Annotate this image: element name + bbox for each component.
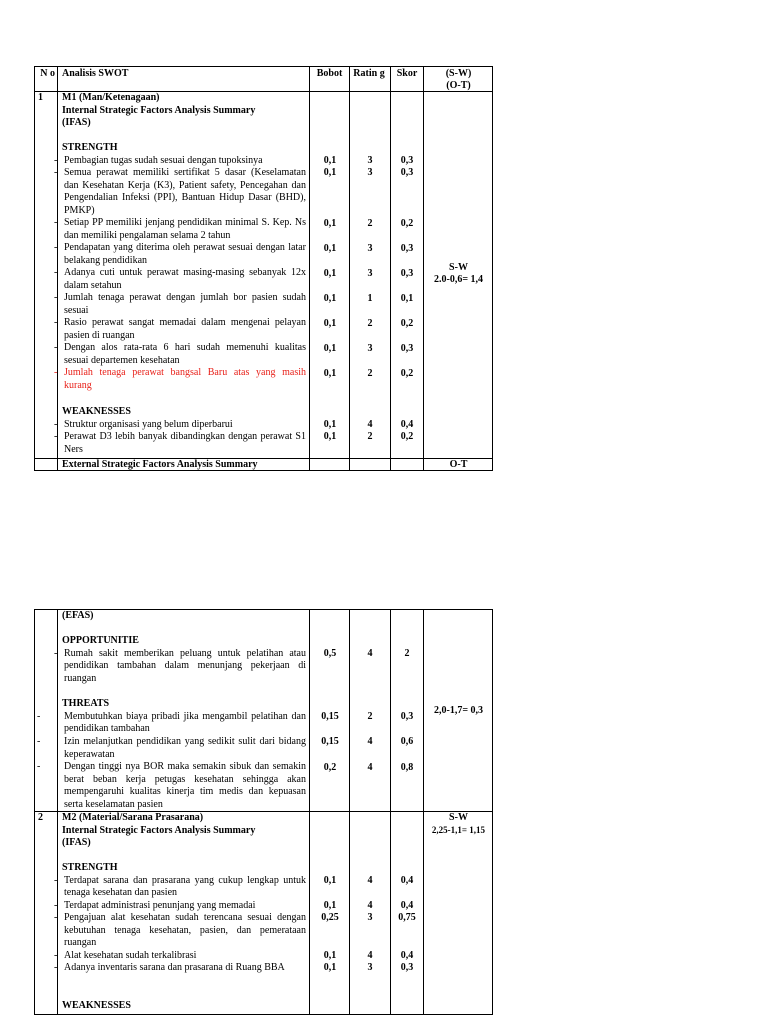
opportunity-rating: 4	[367, 648, 373, 659]
opportunity-label: OPPORTUNITIE	[62, 635, 139, 646]
strength2-bobot: 0,25	[321, 912, 339, 923]
strength2-item: - Adanya inventaris sarana dan prasarana di Ruang BBA	[54, 962, 285, 973]
threat-label: THREATS	[62, 698, 110, 709]
strength-item: - Jumlah tenaga perawat dengan jumlah bor pasien sudah sesuai	[54, 292, 306, 316]
threat-skor: 0,6	[400, 736, 414, 747]
threat-bobot: 0,15	[321, 736, 339, 747]
strength-item: - Rasio perawat sangat memadai dalam mengenai pelayan pasien di ruangan	[54, 317, 306, 341]
strength-item: - Dengan alos rata-rata 6 hari sudah memenuhi kualitas sesuai departemen kesehatan	[54, 342, 306, 366]
weakness-label: WEAKNESSES	[62, 406, 131, 417]
strength-skor: 0,2	[400, 318, 414, 329]
header-rating: Ratin g	[353, 68, 385, 79]
strength-rating: 3	[367, 243, 373, 254]
row-number-2: 2	[38, 812, 43, 823]
section-title: M1 (Man/Ketenagaan)	[62, 92, 160, 103]
strength-bobot: 0,1	[323, 218, 337, 229]
strength2-bobot: 0,1	[323, 875, 337, 886]
strength-item: - Pendapatan yang diterima oleh perawat sesuai dengan latar belakang pendidikan	[54, 242, 306, 266]
strength2-skor: 0,4	[400, 950, 414, 961]
strength2-item: - Terdapat sarana dan prasarana yang cukup lengkap untuk tenaga kesehatan dan pasien	[54, 874, 306, 898]
weakness-skor: 0,4	[400, 419, 414, 430]
strength2-label: STRENGTH	[62, 862, 118, 873]
threat-rating: 4	[367, 736, 373, 747]
section2-title: M2 (Material/Sarana Prasarana)	[62, 812, 204, 823]
sw2-value: 2,25-1,1= 1,15	[431, 825, 486, 835]
ifas2-abbr: (IFAS)	[62, 837, 91, 848]
ifas2-title: Internal Strategic Factors Analysis Summary	[62, 824, 256, 836]
row-number: 1	[38, 92, 43, 103]
efas-abbr: (EFAS)	[62, 610, 94, 621]
strength2-rating: 4	[367, 875, 373, 886]
strength-rating: 3	[367, 155, 373, 166]
threat-skor: 0,8	[400, 762, 414, 773]
strength2-skor: 0,3	[400, 962, 414, 973]
sw-value: 2.0-0,6= 1,4	[433, 274, 484, 285]
strength-label: STRENGTH	[62, 142, 118, 153]
threat-rating: 4	[367, 762, 373, 773]
strength-rating: 2	[367, 368, 373, 379]
header-bobot: Bobot	[316, 68, 343, 79]
strength-skor: 0,3	[400, 155, 414, 166]
weakness-bobot: 0,1	[323, 419, 337, 430]
strength-bobot: 0,1	[323, 167, 337, 178]
ifas-title: Internal Strategic Factors Analysis Summary	[62, 104, 256, 116]
strength-rating: 2	[367, 218, 373, 229]
ot-value: 2,0-1,7= 0,3	[433, 705, 484, 716]
header-analisis: Analisis SWOT	[62, 68, 129, 79]
strength-skor: 0,3	[400, 167, 414, 178]
opportunity-item: - Rumah sakit memberikan peluang untuk pelatihan atau pendidikan tambahan dalam menunjang pekerjaan di ruangan	[54, 647, 306, 684]
weakness-item: - Perawat D3 lebih banyak dibandingkan dengan perawat S1 Ners	[54, 431, 306, 455]
strength-rating: 3	[367, 167, 373, 178]
header-no: N o	[40, 68, 55, 79]
strength-skor: 0,3	[400, 343, 414, 354]
strength-bobot: 0,1	[323, 293, 337, 304]
strength-rating: 3	[367, 268, 373, 279]
threat-skor: 0,3	[400, 711, 414, 722]
strength2-bobot: 0,1	[323, 950, 337, 961]
strength2-bobot: 0,1	[323, 962, 337, 973]
strength2-rating: 4	[367, 950, 373, 961]
strength2-skor: 0,4	[400, 900, 414, 911]
strength-skor: 0,2	[400, 368, 414, 379]
strength-skor: 0,1	[400, 293, 414, 304]
header-sw: (S-W)	[445, 68, 472, 79]
strength2-bobot: 0,1	[323, 900, 337, 911]
strength-skor: 0,3	[400, 268, 414, 279]
strength2-item: - Alat kesehatan sudah terkalibrasi	[54, 949, 197, 961]
strength2-rating: 3	[367, 912, 373, 923]
strength-bobot: 0,1	[323, 155, 337, 166]
strength-item: - Setiap PP memiliki jenjang pendidikan minimal S. Kep. Ns dan memiliki pengalaman selama 2 tahun	[54, 217, 306, 241]
strength2-skor: 0,75	[398, 912, 416, 923]
strength2-rating: 3	[367, 962, 373, 973]
threat-bobot: 0,2	[323, 762, 337, 773]
header-ot: (O-T)	[446, 80, 471, 91]
strength-bobot: 0,1	[323, 243, 337, 254]
strength-skor: 0,2	[400, 218, 414, 229]
strength2-item: - Pengajuan alat kesehatan sudah terencana sesuai dengan kebutuhan tenaga kesehatan, pasien, dan pemerataan ruangan	[54, 912, 306, 948]
weakness2-label: WEAKNESSES	[62, 1000, 131, 1011]
sw-label: S-W	[449, 262, 468, 273]
threat-item: - Membutuhkan biaya pribadi jika mengambil pelatihan dan pendidikan tambahan	[37, 710, 306, 734]
threat-item: - Izin melanjutkan pendidikan yang sedikit sulit dari bidang keperawatan	[37, 736, 306, 760]
opportunity-skor: 2	[404, 648, 410, 659]
ot-label: O-T	[449, 459, 468, 470]
strength-item: - Semua perawat memiliki sertifikat 5 dasar (Keselamatan dan Kesehatan Kerja (K3), Patient safety, Pencegahan dan Pengendalian Infeksi (PPI), Bantuan Hidup Dasar (BHD), PMKP)	[54, 167, 306, 216]
ifas-abbr: (IFAS)	[62, 117, 91, 128]
strength-bobot: 0,1	[323, 368, 337, 379]
strength-bobot: 0,1	[323, 268, 337, 279]
header-skor: Skor	[396, 68, 418, 79]
strength2-item: - Terdapat administrasi penunjang yang memadai	[54, 899, 256, 911]
weakness-bobot: 0,1	[323, 431, 337, 442]
swot-table-1	[34, 66, 493, 471]
strength-rating: 1	[367, 293, 373, 304]
strength-rating: 3	[367, 343, 373, 354]
weakness-rating: 4	[367, 419, 373, 430]
swot-table-2	[34, 609, 493, 1015]
threat-rating: 2	[367, 711, 373, 722]
efas-title: External Strategic Factors Analysis Summary	[62, 459, 258, 470]
strength-item: - Adanya cuti untuk perawat masing-masing sebanyak 12x dalam setahun	[54, 267, 306, 291]
opportunity-bobot: 0,5	[323, 648, 337, 659]
strength-bobot: 0,1	[323, 343, 337, 354]
sw2-label: S-W	[449, 812, 468, 823]
strength-item: - Pembagian tugas sudah sesuai dengan tupoksinya	[54, 154, 263, 166]
strength-bobot: 0,1	[323, 318, 337, 329]
weakness-item: - Struktur organisasi yang belum diperbarui	[54, 418, 233, 430]
threat-item: - Dengan tinggi nya BOR maka semakin sibuk dan semakin berat beban kerja petugas kesehatan sehingga akan mempengaruhi kualitas kinerja tim medis dan kepuasan serta keselamatan pasien	[37, 761, 306, 810]
weakness-skor: 0,2	[400, 431, 414, 442]
strength2-rating: 4	[367, 900, 373, 911]
strength-rating: 2	[367, 318, 373, 329]
strength-item-highlighted: - Jumlah tenaga perawat bangsal Baru atas yang masih kurang	[54, 367, 306, 391]
strength2-skor: 0,4	[400, 875, 414, 886]
strength-skor: 0,3	[400, 243, 414, 254]
weakness-rating: 2	[367, 431, 373, 442]
threat-bobot: 0,15	[321, 711, 339, 722]
